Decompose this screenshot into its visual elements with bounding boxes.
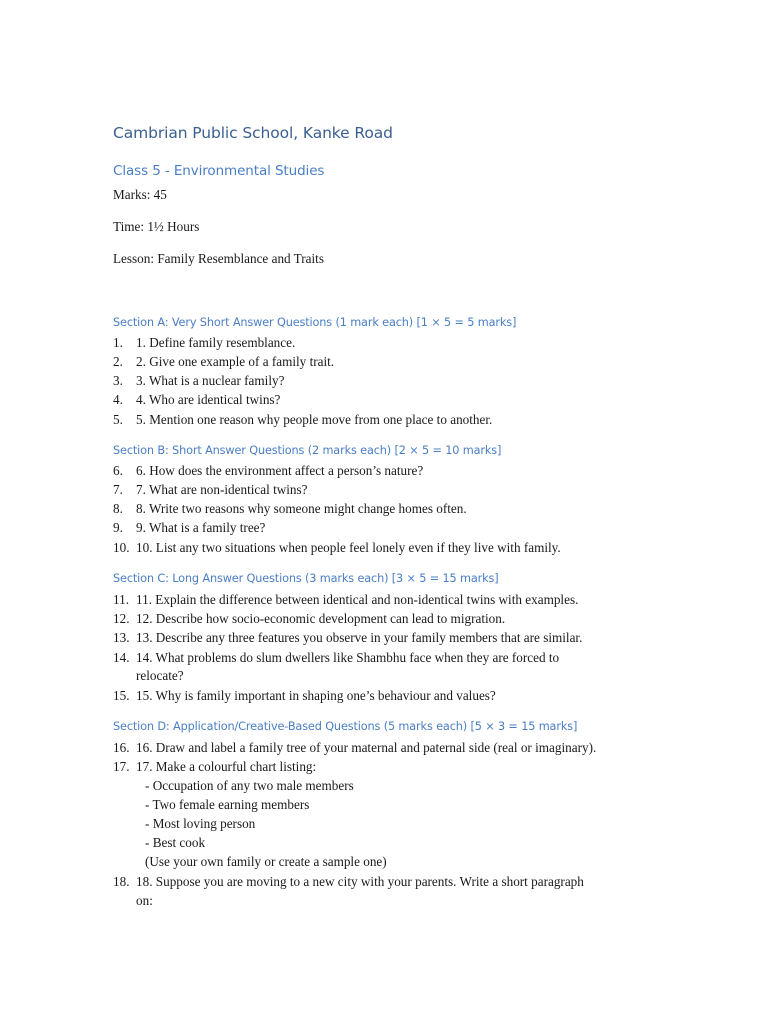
sub-item: (Use your own family or create a sample one) <box>145 854 387 869</box>
question-number: 8. <box>113 501 123 516</box>
question-number: 10. <box>113 540 130 555</box>
question-text: 3. What is a nuclear family? <box>136 373 285 388</box>
section-d-title: Section D: Application/Creative-Based Questions (5 marks each) [5 × 3 = 15 marks] <box>113 720 578 733</box>
question-text: 4. Who are identical twins? <box>136 392 281 407</box>
question-text: 11. Explain the difference between identical and non-identical twins with examples. <box>136 592 579 607</box>
time-text: Time: 1½ Hours <box>113 219 200 234</box>
question-text: 10. List any two situations when people feel lonely even if they live with family. <box>136 540 561 555</box>
lesson-text: Lesson: Family Resemblance and Traits <box>113 251 324 266</box>
question-number: 18. <box>113 874 130 889</box>
question-text: 1. Define family resemblance. <box>136 335 296 350</box>
question-text: 13. Describe any three features you observe in your family members that are similar. <box>136 630 583 645</box>
question-number: 13. <box>113 630 130 645</box>
question-text: 17. Make a colourful chart listing: <box>136 759 317 774</box>
question-number: 5. <box>113 412 123 427</box>
question-number: 1. <box>113 335 123 350</box>
question-text: 8. Write two reasons why someone might change homes often. <box>136 501 467 516</box>
question-number: 6. <box>113 463 123 478</box>
question-number: 3. <box>113 373 123 388</box>
question-text: 18. Suppose you are moving to a new city with your parents. Write a short paragraph <box>136 874 584 889</box>
question-continuation: relocate? <box>136 668 184 683</box>
school-name-heading: Cambrian Public School, Kanke Road <box>113 124 393 142</box>
question-number: 11. <box>113 592 129 607</box>
question-number: 2. <box>113 354 123 369</box>
question-continuation: on: <box>136 893 153 908</box>
question-text: 9. What is a family tree? <box>136 520 266 535</box>
section-a-title: Section A: Very Short Answer Questions (1 mark each) [1 × 5 = 5 marks] <box>113 316 517 329</box>
question-text: 2. Give one example of a family trait. <box>136 354 335 369</box>
section-c-title: Section C: Long Answer Questions (3 marks each) [3 × 5 = 15 marks] <box>113 572 499 585</box>
question-text: 15. Why is family important in shaping one’s behaviour and values? <box>136 688 496 703</box>
question-text: 6. How does the environment affect a person’s nature? <box>136 463 424 478</box>
sub-item: - Occupation of any two male members <box>145 778 354 793</box>
question-number: 17. <box>113 759 130 774</box>
question-number: 9. <box>113 520 123 535</box>
class-subject-heading: Class 5 - Environmental Studies <box>113 163 325 179</box>
sub-item: - Two female earning members <box>145 797 310 812</box>
question-number: 15. <box>113 688 130 703</box>
question-text: 5. Mention one reason why people move from one place to another. <box>136 412 493 427</box>
question-number: 12. <box>113 611 130 626</box>
sub-item: - Best cook <box>145 835 206 850</box>
question-number: 4. <box>113 392 123 407</box>
sub-item: - Most loving person <box>145 816 256 831</box>
question-text: 7. What are non-identical twins? <box>136 482 308 497</box>
question-number: 14. <box>113 650 130 665</box>
question-text: 14. What problems do slum dwellers like Shambhu face when they are forced to <box>136 650 560 665</box>
section-b-title: Section B: Short Answer Questions (2 marks each) [2 × 5 = 10 marks] <box>113 444 502 457</box>
marks-text: Marks: 45 <box>113 187 167 202</box>
question-number: 7. <box>113 482 123 497</box>
question-text: 12. Describe how socio-economic development can lead to migration. <box>136 611 506 626</box>
question-text: 16. Draw and label a family tree of your maternal and paternal side (real or imaginary). <box>136 740 597 755</box>
question-number: 16. <box>113 740 130 755</box>
